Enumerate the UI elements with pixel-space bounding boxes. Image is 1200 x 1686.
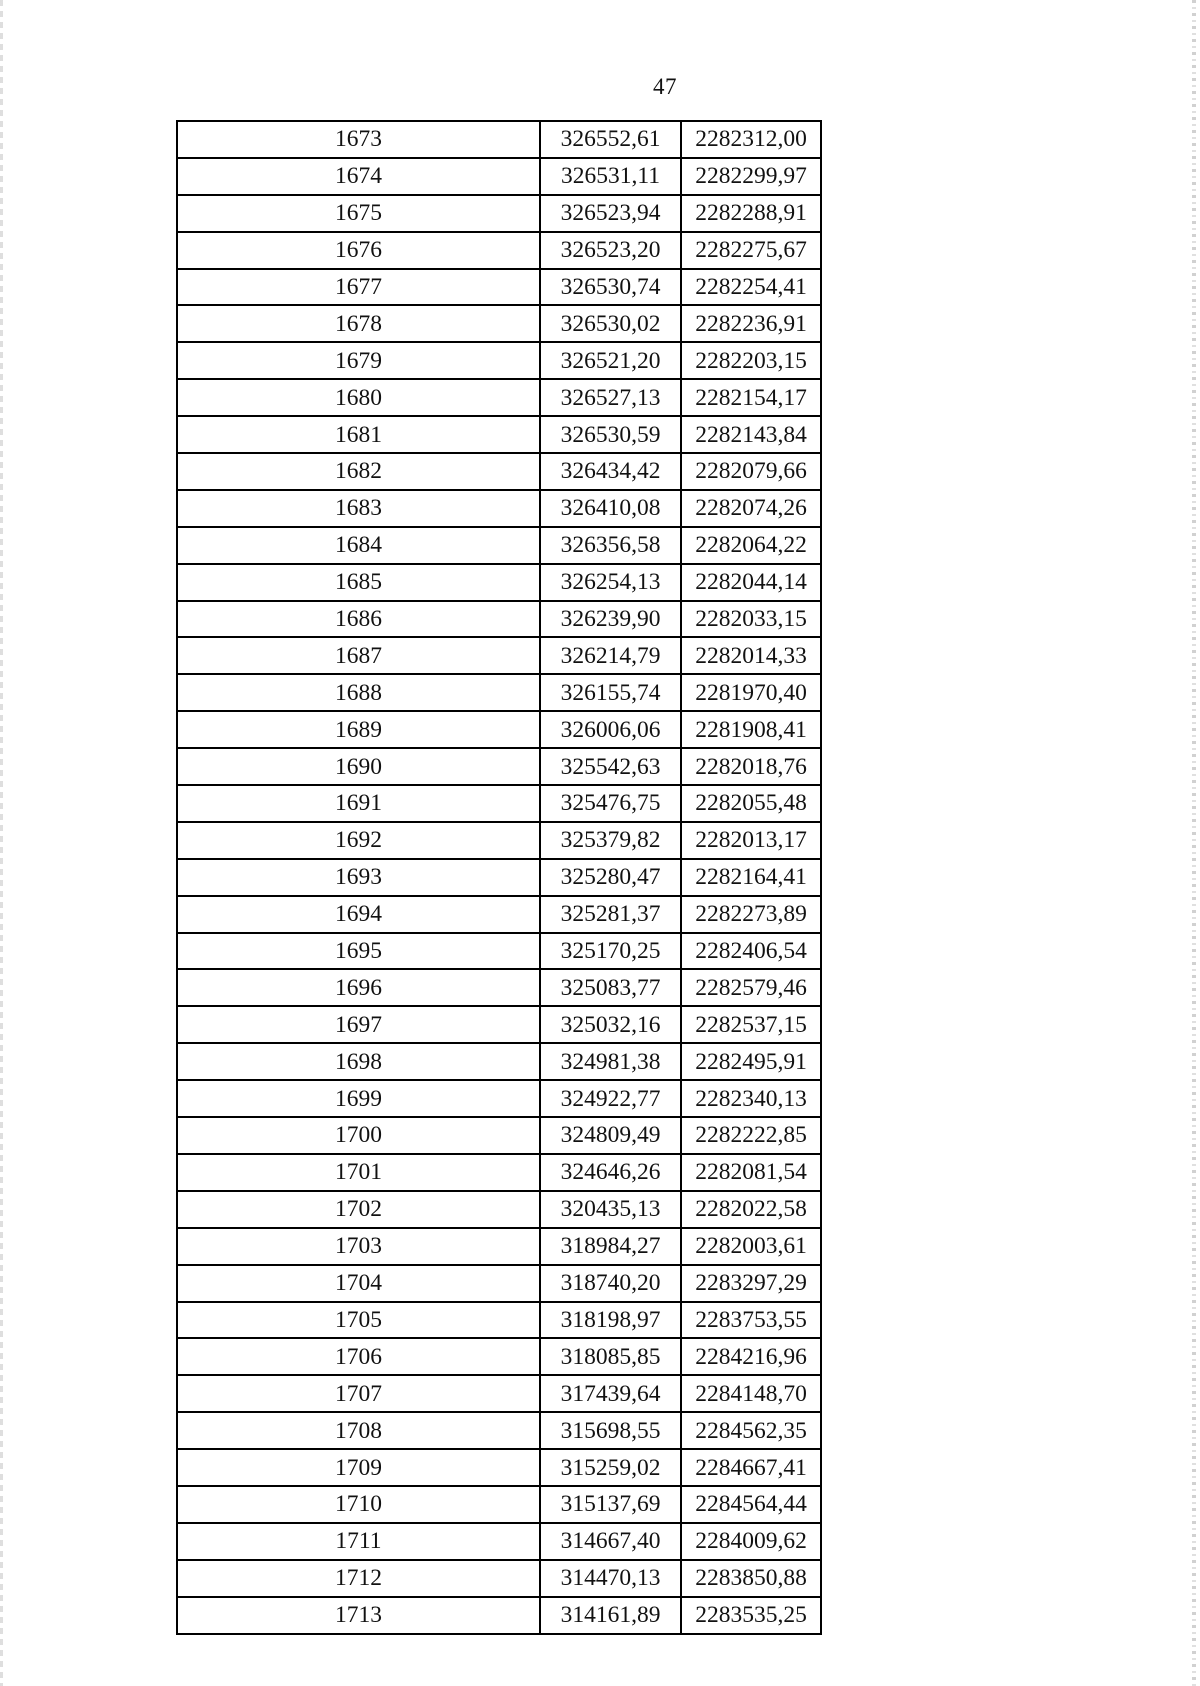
point-number-cell: 1696 <box>177 969 540 1006</box>
x-coordinate-cell: 320435,13 <box>540 1191 681 1228</box>
table-row <box>177 1523 821 1560</box>
table-row <box>177 969 821 1006</box>
table-row <box>177 342 821 379</box>
x-coordinate-cell: 324646,26 <box>540 1154 681 1191</box>
point-number-cell: 1704 <box>177 1265 540 1302</box>
table-row <box>177 822 821 859</box>
y-coordinate-cell: 2282312,00 <box>681 121 821 158</box>
x-coordinate-cell: 318984,27 <box>540 1228 681 1265</box>
table-row <box>177 711 821 748</box>
coordinates-table-body <box>177 121 821 1634</box>
y-coordinate-cell: 2282579,46 <box>681 969 821 1006</box>
y-coordinate-cell: 2282003,61 <box>681 1228 821 1265</box>
x-coordinate-cell: 326530,59 <box>540 416 681 453</box>
table-row <box>177 1006 821 1043</box>
x-coordinate-cell: 315259,02 <box>540 1449 681 1486</box>
table-row <box>177 785 821 822</box>
table-row <box>177 1043 821 1080</box>
x-coordinate-cell: 326530,74 <box>540 269 681 306</box>
table-row <box>177 490 821 527</box>
x-coordinate-cell: 325476,75 <box>540 785 681 822</box>
table-row <box>177 1080 821 1117</box>
point-number-cell: 1686 <box>177 601 540 638</box>
table-row <box>177 527 821 564</box>
x-coordinate-cell: 315698,55 <box>540 1412 681 1449</box>
table-row <box>177 1154 821 1191</box>
point-number-cell: 1713 <box>177 1597 540 1634</box>
x-coordinate-cell: 325281,37 <box>540 896 681 933</box>
x-coordinate-cell: 326239,90 <box>540 601 681 638</box>
x-coordinate-cell: 318198,97 <box>540 1302 681 1339</box>
table-row <box>177 564 821 601</box>
y-coordinate-cell: 2282299,97 <box>681 158 821 195</box>
x-coordinate-cell: 314161,89 <box>540 1597 681 1634</box>
y-coordinate-cell: 2282288,91 <box>681 195 821 232</box>
table-row <box>177 601 821 638</box>
x-coordinate-cell: 326521,20 <box>540 342 681 379</box>
x-coordinate-cell: 318085,85 <box>540 1338 681 1375</box>
point-number-cell: 1690 <box>177 748 540 785</box>
table-row <box>177 269 821 306</box>
table-row <box>177 1449 821 1486</box>
table-row <box>177 859 821 896</box>
point-number-cell: 1683 <box>177 490 540 527</box>
x-coordinate-cell: 325542,63 <box>540 748 681 785</box>
y-coordinate-cell: 2282537,15 <box>681 1006 821 1043</box>
point-number-cell: 1688 <box>177 674 540 711</box>
y-coordinate-cell: 2282273,89 <box>681 896 821 933</box>
page-number: 47 <box>653 74 677 99</box>
point-number-cell: 1692 <box>177 822 540 859</box>
x-coordinate-cell: 326214,79 <box>540 637 681 674</box>
x-coordinate-cell: 326523,94 <box>540 195 681 232</box>
y-coordinate-cell: 2282495,91 <box>681 1043 821 1080</box>
y-coordinate-cell: 2281970,40 <box>681 674 821 711</box>
y-coordinate-cell: 2282154,17 <box>681 379 821 416</box>
x-coordinate-cell: 326155,74 <box>540 674 681 711</box>
point-number-cell: 1680 <box>177 379 540 416</box>
x-coordinate-cell: 325280,47 <box>540 859 681 896</box>
table-row <box>177 232 821 269</box>
point-number-cell: 1673 <box>177 121 540 158</box>
point-number-cell: 1687 <box>177 637 540 674</box>
point-number-cell: 1695 <box>177 933 540 970</box>
point-number-cell: 1675 <box>177 195 540 232</box>
y-coordinate-cell: 2284216,96 <box>681 1338 821 1375</box>
y-coordinate-cell: 2282143,84 <box>681 416 821 453</box>
y-coordinate-cell: 2282018,76 <box>681 748 821 785</box>
x-coordinate-cell: 326523,20 <box>540 232 681 269</box>
point-number-cell: 1691 <box>177 785 540 822</box>
x-coordinate-cell: 325170,25 <box>540 933 681 970</box>
x-coordinate-cell: 326434,42 <box>540 453 681 490</box>
point-number-cell: 1711 <box>177 1523 540 1560</box>
point-number-cell: 1694 <box>177 896 540 933</box>
point-number-cell: 1699 <box>177 1080 540 1117</box>
table-row <box>177 637 821 674</box>
point-number-cell: 1697 <box>177 1006 540 1043</box>
x-coordinate-cell: 326254,13 <box>540 564 681 601</box>
point-number-cell: 1682 <box>177 453 540 490</box>
point-number-cell: 1685 <box>177 564 540 601</box>
y-coordinate-cell: 2284009,62 <box>681 1523 821 1560</box>
x-coordinate-cell: 314470,13 <box>540 1560 681 1597</box>
point-number-cell: 1679 <box>177 342 540 379</box>
y-coordinate-cell: 2281908,41 <box>681 711 821 748</box>
y-coordinate-cell: 2283535,25 <box>681 1597 821 1634</box>
x-coordinate-cell: 315137,69 <box>540 1486 681 1523</box>
table-row <box>177 1412 821 1449</box>
x-coordinate-cell: 326356,58 <box>540 527 681 564</box>
point-number-cell: 1693 <box>177 859 540 896</box>
table-row <box>177 674 821 711</box>
point-number-cell: 1703 <box>177 1228 540 1265</box>
scan-right-edge <box>1192 0 1196 1686</box>
point-number-cell: 1689 <box>177 711 540 748</box>
scan-left-edge <box>0 0 3 1686</box>
table-row <box>177 933 821 970</box>
point-number-cell: 1707 <box>177 1375 540 1412</box>
x-coordinate-cell: 326531,11 <box>540 158 681 195</box>
point-number-cell: 1700 <box>177 1117 540 1154</box>
table-row <box>177 1597 821 1634</box>
x-coordinate-cell: 326530,02 <box>540 305 681 342</box>
point-number-cell: 1684 <box>177 527 540 564</box>
x-coordinate-cell: 324922,77 <box>540 1080 681 1117</box>
y-coordinate-cell: 2282044,14 <box>681 564 821 601</box>
table-row <box>177 1228 821 1265</box>
table-row <box>177 896 821 933</box>
table-row <box>177 1302 821 1339</box>
y-coordinate-cell: 2282081,54 <box>681 1154 821 1191</box>
x-coordinate-cell: 326410,08 <box>540 490 681 527</box>
point-number-cell: 1678 <box>177 305 540 342</box>
y-coordinate-cell: 2282275,67 <box>681 232 821 269</box>
x-coordinate-cell: 324981,38 <box>540 1043 681 1080</box>
table-row <box>177 121 821 158</box>
table-row <box>177 1375 821 1412</box>
y-coordinate-cell: 2284667,41 <box>681 1449 821 1486</box>
x-coordinate-cell: 314667,40 <box>540 1523 681 1560</box>
y-coordinate-cell: 2282033,15 <box>681 601 821 638</box>
y-coordinate-cell: 2284562,35 <box>681 1412 821 1449</box>
y-coordinate-cell: 2284564,44 <box>681 1486 821 1523</box>
y-coordinate-cell: 2282203,15 <box>681 342 821 379</box>
y-coordinate-cell: 2282236,91 <box>681 305 821 342</box>
x-coordinate-cell: 325032,16 <box>540 1006 681 1043</box>
y-coordinate-cell: 2282222,85 <box>681 1117 821 1154</box>
y-coordinate-cell: 2282064,22 <box>681 527 821 564</box>
y-coordinate-cell: 2282164,41 <box>681 859 821 896</box>
point-number-cell: 1706 <box>177 1338 540 1375</box>
point-number-cell: 1702 <box>177 1191 540 1228</box>
point-number-cell: 1674 <box>177 158 540 195</box>
table-row <box>177 1338 821 1375</box>
table-row <box>177 1117 821 1154</box>
x-coordinate-cell: 325083,77 <box>540 969 681 1006</box>
y-coordinate-cell: 2282013,17 <box>681 822 821 859</box>
x-coordinate-cell: 326527,13 <box>540 379 681 416</box>
table-row <box>177 195 821 232</box>
x-coordinate-cell: 317439,64 <box>540 1375 681 1412</box>
y-coordinate-cell: 2282055,48 <box>681 785 821 822</box>
y-coordinate-cell: 2282022,58 <box>681 1191 821 1228</box>
y-coordinate-cell: 2282079,66 <box>681 453 821 490</box>
x-coordinate-cell: 326552,61 <box>540 121 681 158</box>
table-row <box>177 379 821 416</box>
point-number-cell: 1698 <box>177 1043 540 1080</box>
y-coordinate-cell: 2282254,41 <box>681 269 821 306</box>
point-number-cell: 1701 <box>177 1154 540 1191</box>
point-number-cell: 1712 <box>177 1560 540 1597</box>
y-coordinate-cell: 2283297,29 <box>681 1265 821 1302</box>
point-number-cell: 1676 <box>177 232 540 269</box>
y-coordinate-cell: 2283850,88 <box>681 1560 821 1597</box>
point-number-cell: 1681 <box>177 416 540 453</box>
table-row <box>177 453 821 490</box>
y-coordinate-cell: 2282340,13 <box>681 1080 821 1117</box>
table-row <box>177 1560 821 1597</box>
table-row <box>177 1486 821 1523</box>
x-coordinate-cell: 326006,06 <box>540 711 681 748</box>
point-number-cell: 1677 <box>177 269 540 306</box>
table-row <box>177 305 821 342</box>
x-coordinate-cell: 318740,20 <box>540 1265 681 1302</box>
y-coordinate-cell: 2282074,26 <box>681 490 821 527</box>
table-row <box>177 416 821 453</box>
table-row <box>177 748 821 785</box>
y-coordinate-cell: 2282014,33 <box>681 637 821 674</box>
x-coordinate-cell: 325379,82 <box>540 822 681 859</box>
point-number-cell: 1710 <box>177 1486 540 1523</box>
y-coordinate-cell: 2284148,70 <box>681 1375 821 1412</box>
coordinates-table <box>176 120 822 1635</box>
point-number-cell: 1705 <box>177 1302 540 1339</box>
point-number-cell: 1709 <box>177 1449 540 1486</box>
y-coordinate-cell: 2283753,55 <box>681 1302 821 1339</box>
x-coordinate-cell: 324809,49 <box>540 1117 681 1154</box>
table-row <box>177 1191 821 1228</box>
point-number-cell: 1708 <box>177 1412 540 1449</box>
table-row <box>177 1265 821 1302</box>
table-row <box>177 158 821 195</box>
y-coordinate-cell: 2282406,54 <box>681 933 821 970</box>
